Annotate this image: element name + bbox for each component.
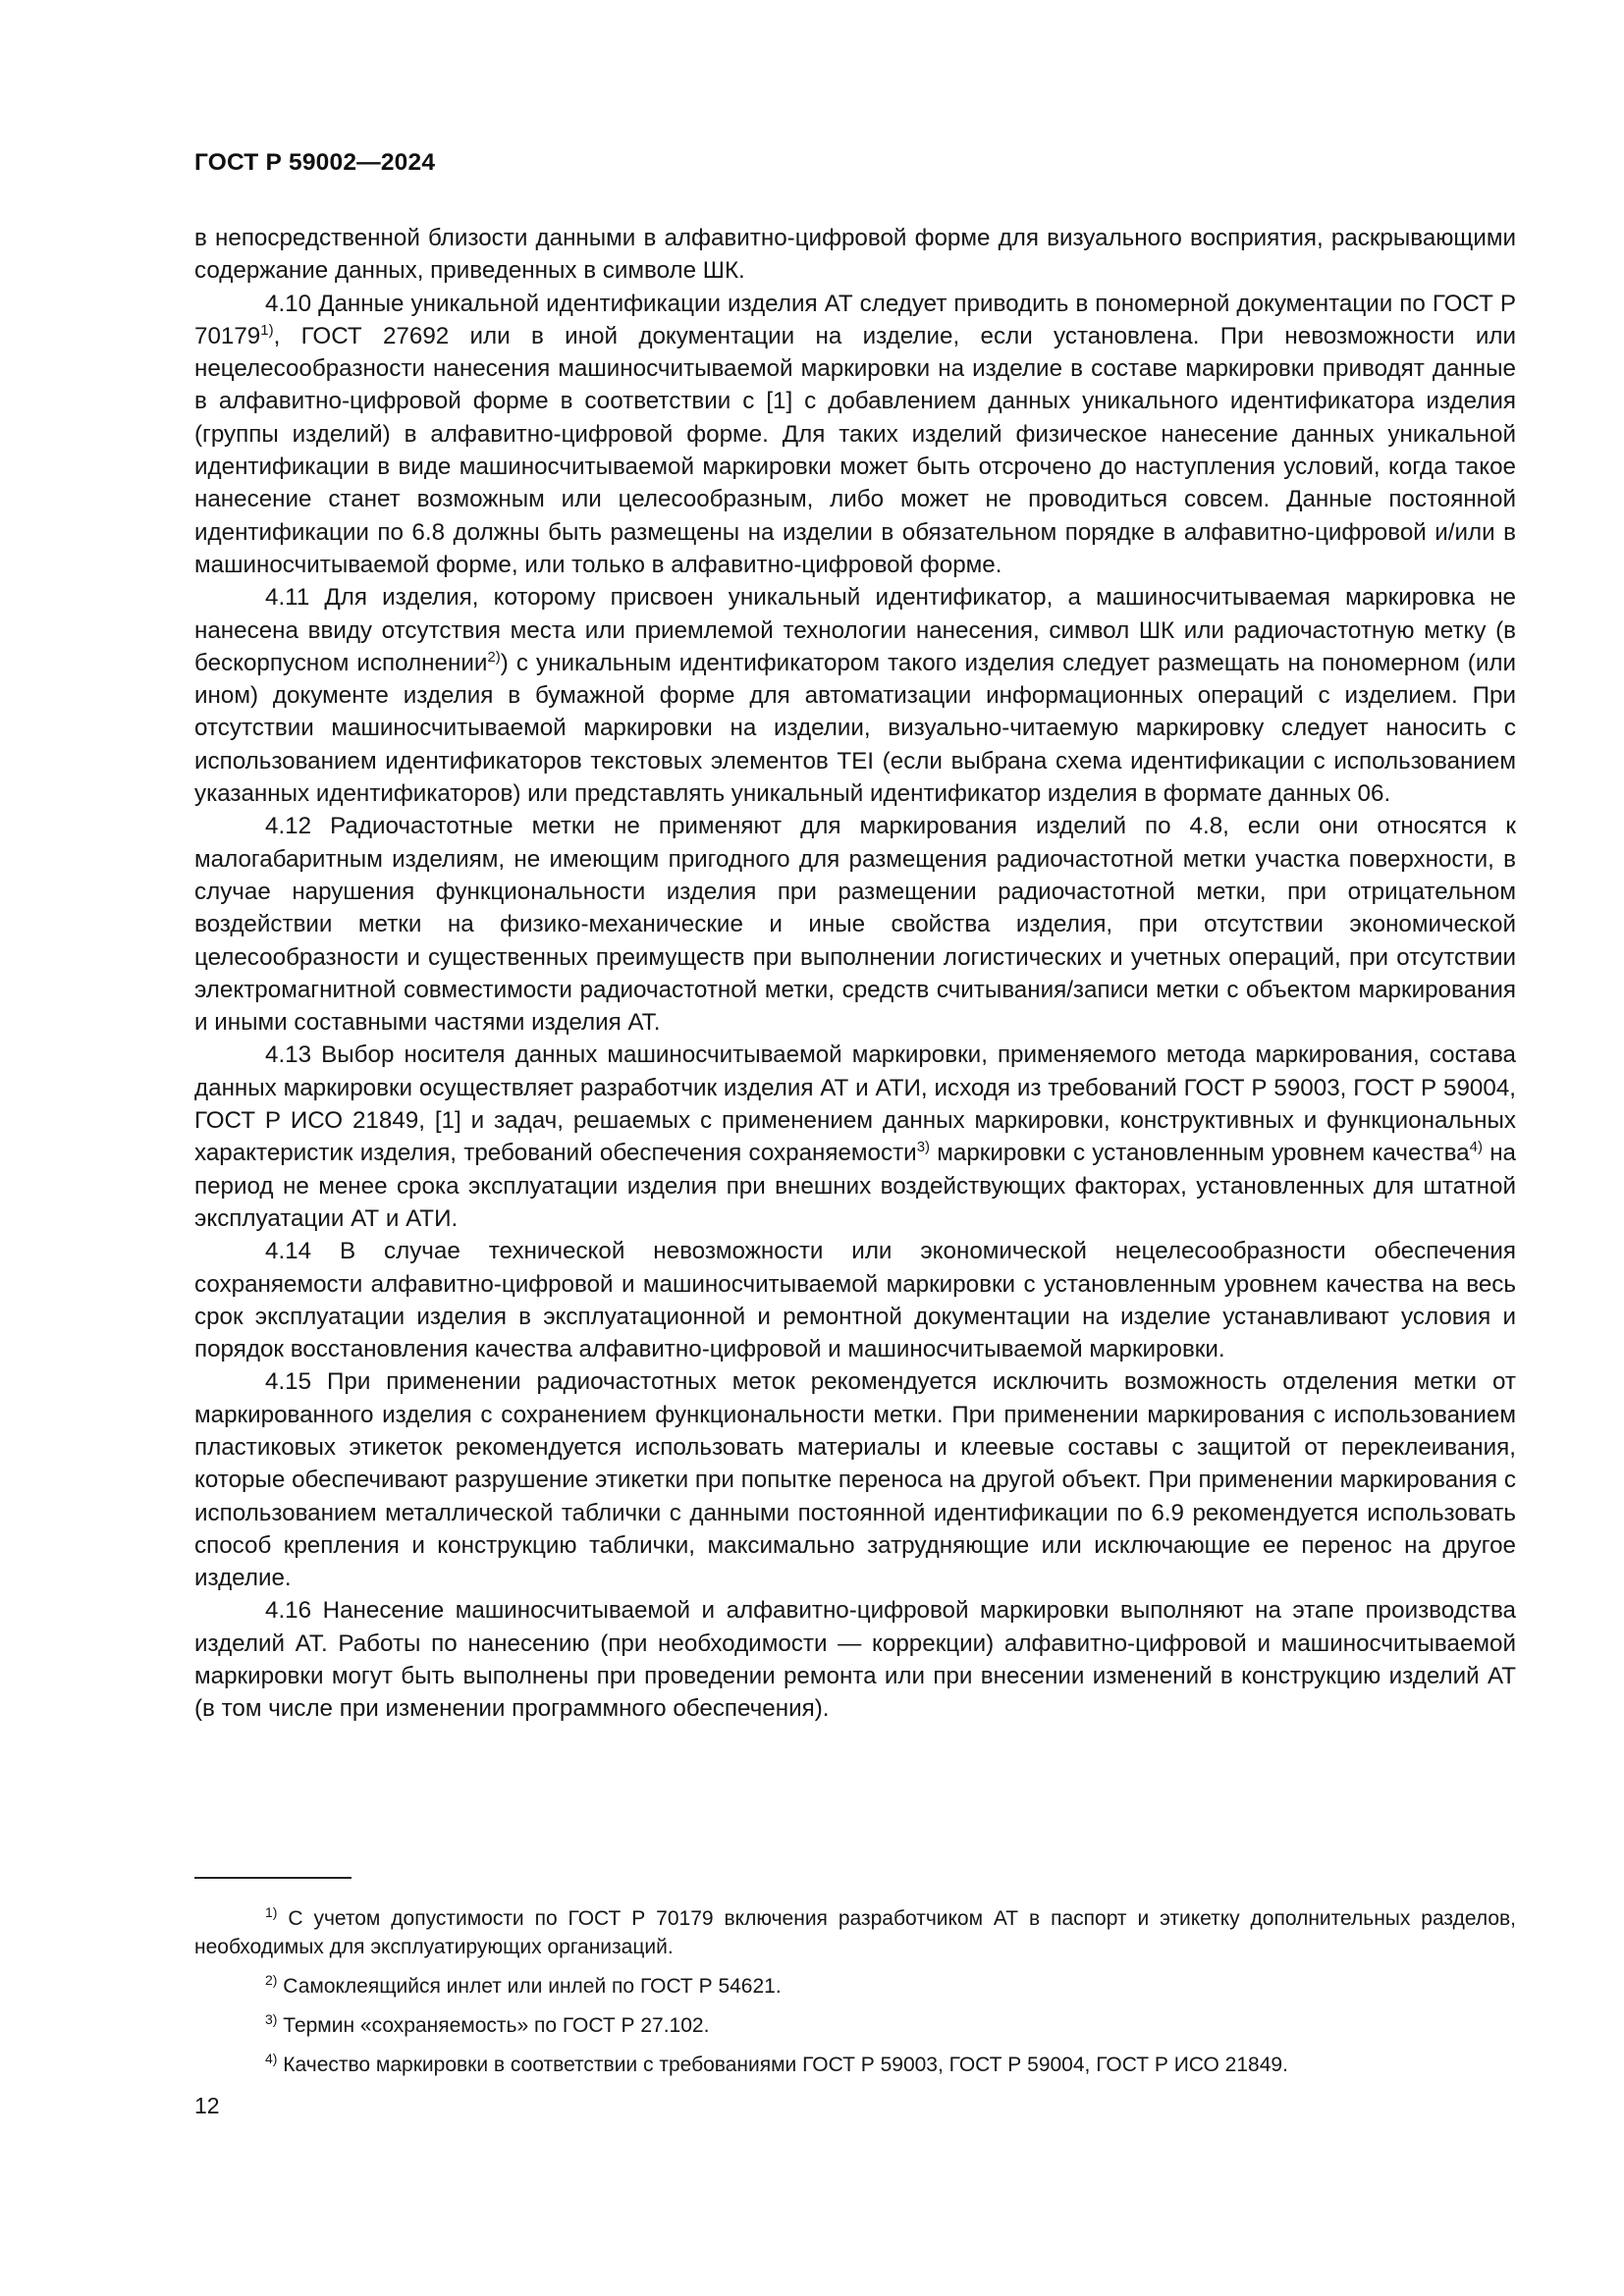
- footnote-ref-4: 4): [1469, 1139, 1483, 1156]
- footnote-text: Качество маркировки в соответствии с требованиями ГОСТ Р 59003, ГОСТ Р 59004, ГОСТ Р ИСО 21849.: [283, 2054, 1288, 2076]
- paragraph-4-14: 4.14 В случае технической невозможности или экономической нецелесообразности обеспечения сохраняемости алфавитно-цифровой и машиносчитываемой маркировки с установленным уровнем качества на весь срок эксплуатации изделия в эксплуатационной и ремонтной документации на изделие устанавливают условия и порядок восстановления качества алфавитно-цифровой и машиносчитываемой маркировки.: [194, 1238, 1516, 1363]
- paragraph-text: ) с уникальным идентификатором такого изделия следует размещать на пономерном (или ином) документе изделия в бумажной форме для автоматизации информационных операций с изделием. При отсутствии машиносчитываемой маркировки на изделии, визуально-читаемую маркировку следует наносить с использованием идентификаторов текстовых элементов TEI (если выбрана схема идентификации с использованием указанных идентификаторов) или представлять уникальный идентификатор изделия в формате данных 06.: [194, 649, 1516, 808]
- footnote-text: Самоклеящийся инлет или инлей по ГОСТ Р 54621.: [283, 1975, 782, 1998]
- paragraph-text: 4.10 Данные уникальной идентификации изделия АТ следует приводить в пономерной документации по ГОСТ Р 70179: [194, 290, 1516, 349]
- footnote-text: С учетом допустимости по ГОСТ Р 70179 включения разработчиком АТ в паспорт и этикетку дополнительных разделов, необходимых для эксплуатирующих организаций.: [194, 1907, 1516, 1958]
- footnote-3: [194, 2011, 1516, 2040]
- footnote-1: [194, 1904, 1516, 1961]
- paragraph-text: на период не менее срока эксплуатации изделия при внешних воздействующих факторах, установленных для штатной эксплуатации АТ и АТИ.: [194, 1140, 1517, 1232]
- paragraph-continuation: в непосредственной близости данными в алфавитно-цифровой форме для визуального восприятия, раскрывающими содержание данных, приведенных в символе ШК.: [194, 225, 1516, 285]
- footnote-mark: 4): [265, 2051, 278, 2066]
- footnote-ref-3: 3): [916, 1139, 931, 1156]
- footnote-mark: 3): [265, 2011, 278, 2027]
- paragraph-text: маркировки с установленным уровнем качества: [930, 1140, 1470, 1167]
- footnote-2: [194, 1972, 1516, 2001]
- footnote-divider: [194, 1877, 352, 1879]
- paragraph-text: , ГОСТ 27692 или в иной документации на изделие, если установлена. При невозможности или нецелесообразности нанесения машиносчитываемой маркировки на изделие в составе маркировки приводят данные в алфавитно-цифровой форме в соответствии с [1] с добавлением данных уникального идентификатора изделия (группы изделий) в алфавитно-цифровой форме. Для таких изделий физическое нанесение данных уникальной идентификации в виде машиносчитываемой маркировки может быть отсрочено до наступления условий, когда такое нанесение станет возможным или целесообразным, либо может не проводиться совсем. Данные постоянной идентификации по 6.8 должны быть размещены на изделии в обязательном порядке в алфавитно-цифровой и/или в машиносчитываемой форме, или только в алфавитно-цифровой форме.: [194, 322, 1516, 578]
- footnote-mark: 1): [265, 1904, 278, 1920]
- footnote-mark: 2): [265, 1972, 278, 1988]
- paragraph-text: 4.11 Для изделия, которому присвоен уникальный идентификатор, а машиносчитываемая маркировка не нанесена ввиду отсутствия места или приемлемой технологии нанесения, символ ШК или радиочастотную метку (в бескорпусном исполнении: [194, 584, 1516, 676]
- paragraph-4-15: 4.15 При применении радиочастотных меток рекомендуется исключить возможность отделения метки от маркированного изделия с сохранением функциональности метки. При применении маркирования с использованием пластиковых этикеток рекомендуется использовать материалы и клеевые составы с защитой от переклеивания, которые обеспечивают разрушение этикетки при попытке переноса на другой объект. При применении маркирования с использованием металлической таблички с данными постоянной идентификации по 6.9 рекомендуется использовать способ крепления и конструкцию таблички, максимально затрудняющие или исключающие ее перенос на другое изделие.: [194, 1368, 1516, 1592]
- paragraph-4-11: [194, 581, 1516, 810]
- footnotes: [194, 1904, 1516, 2090]
- page-number: 12: [194, 2093, 220, 2118]
- document-header: ГОСТ Р 59002—2024: [194, 149, 436, 176]
- footnote-text: Термин «сохраняемость» по ГОСТ Р 27.102.: [283, 2014, 710, 2037]
- paragraph-4-12: 4.12 Радиочастотные метки не применяют для маркирования изделий по 4.8, если они относятся к малогабаритным изделиям, не имеющим пригодного для размещения радиочастотной метки участка поверхности, в случае нарушения функциональности изделия при размещении радиочастотной метки, при отрицательном воздействии метки на физико-механические и иные свойства изделия, при отсутствии экономической целесообразности и существенных преимуществ при выполнении логистических и учетных операций, при отсутствии электромагнитной совместимости радиочастотной метки, средств считывания/записи метки с объектом маркирования и иными составными частями изделия АТ.: [194, 813, 1516, 1037]
- paragraph-text: 4.13 Выбор носителя данных машиносчитываемой маркировки, применяемого метода маркирования, состава данных маркировки осуществляет разработчик изделия АТ и АТИ, исходя из требований ГОСТ Р 59003, ГОСТ Р 59004, ГОСТ Р ИСО 21849, [1] и задач, решаемых с применением данных маркировки, конструктивных и функциональных характеристик изделия, требований обеспечения сохраняемости: [194, 1041, 1516, 1167]
- footnote-4: [194, 2051, 1516, 2079]
- footnote-ref-2: 2): [487, 648, 501, 666]
- paragraph-4-16: 4.16 Нанесение машиносчитываемой и алфавитно-цифровой маркировки выполняют на этапе производства изделий АТ. Работы по нанесению (при необходимости — коррекции) алфавитно-цифровой и машиносчитываемой маркировки могут быть выполнены при проведении ремонта или при внесении изменений в конструкцию изделий АТ (в том числе при изменении программного обеспечения).: [194, 1597, 1516, 1723]
- body-text: [194, 222, 1516, 1726]
- paragraph-4-10: [194, 288, 1516, 582]
- footnote-ref-1: 1): [260, 321, 274, 339]
- paragraph-4-13: [194, 1039, 1516, 1235]
